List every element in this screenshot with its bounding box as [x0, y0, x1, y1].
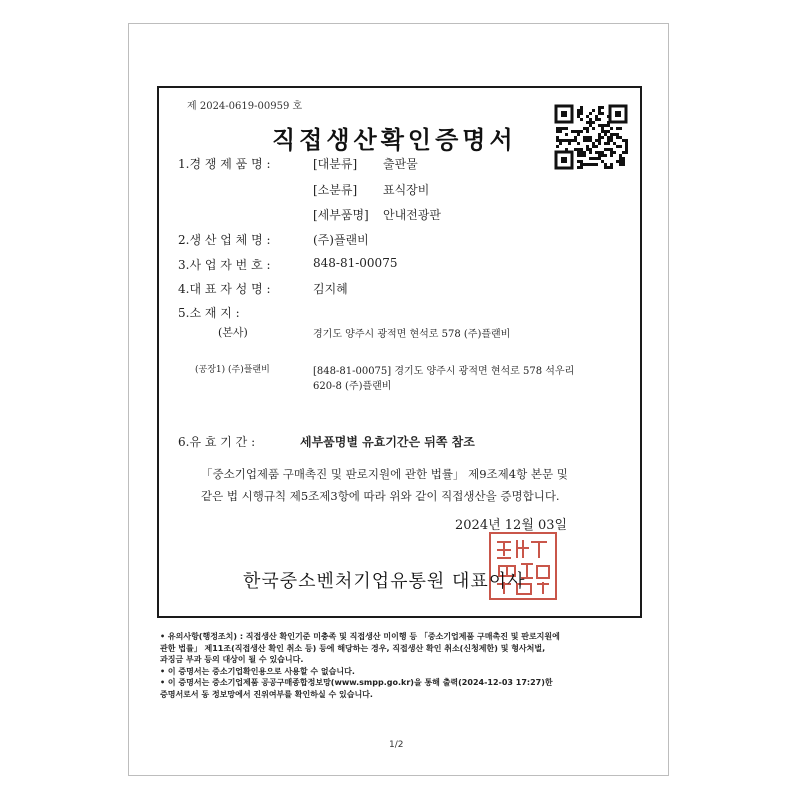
page-title: 직접생산확인증명서 — [272, 125, 517, 154]
note-line: 증명서로서 동 정보망에서 진위여부를 확인하실 수 있습니다. — [160, 689, 373, 699]
ceo-label: 4.대 표 자 성 명 : — [178, 282, 271, 296]
qr-code-icon — [554, 104, 628, 170]
note-line: • 이 증명서는 중소기업확인용으로 사용할 수 없습니다. — [160, 666, 355, 676]
category-detail-value: 안내전광판 — [383, 208, 441, 222]
product-label: 1.경 쟁 제 품 명 : — [178, 157, 271, 171]
ceo-value: 김지혜 — [313, 282, 348, 296]
note-line: • 유의사항(행정조치) : 직접생산 확인기준 미충족 및 직접생산 미이행 등 「중소기업제품 구매촉진 및 판로지원에 — [160, 632, 560, 641]
factory-value-line1: [848-81-00075] 경기도 양주시 광적면 현석로 578 석우리 — [313, 366, 575, 377]
issuer-name: 한국중소벤처기업유통원 대표이사 — [243, 571, 526, 592]
factory-label: (공장1) (주)플랜비 — [195, 365, 270, 375]
category-detail-label: [세부품명] — [313, 208, 369, 222]
category-major-label: [대분류] — [313, 157, 358, 171]
category-minor-label: [소분류] — [313, 183, 358, 197]
note-line: 관한 법률」 제11조(직접생산 확인 취소 등) 등에 해당하는 경우, 직접생산 확인 취소(신청제한) 및 형사처벌, — [160, 643, 546, 653]
legal-text-line2: 같은 법 시행규칙 제5조제3항에 따라 위와 같이 직접생산을 증명합니다. — [201, 489, 560, 503]
bizno-label: 3.사 업 자 번 호 : — [178, 258, 271, 272]
note-line: 과징금 부과 등의 대상이 될 수 있습니다. — [160, 655, 304, 664]
validity-value: 세부품명별 유효기간은 뒤쪽 참조 — [300, 435, 475, 449]
company-value: (주)플랜비 — [313, 233, 369, 247]
legal-text-line1: 「중소기업제품 구매촉진 및 판로지원에 관한 법률」 제9조제4항 본문 및 — [201, 467, 568, 481]
validity-label: 6.유 효 기 간 : — [178, 435, 256, 449]
category-major-value: 출판물 — [383, 157, 418, 171]
bizno-value: 848-81-00075 — [313, 256, 398, 270]
page-number: 1/2 — [389, 740, 404, 750]
notes-section — [160, 631, 660, 700]
address-label: 5.소 재 지 : — [178, 306, 240, 320]
company-label: 2.생 산 업 체 명 : — [178, 233, 271, 247]
hq-label: (본사) — [218, 326, 248, 339]
certificate-number: 제 2024-0619-00959 호 — [187, 101, 303, 112]
factory-value-line2: 620-8 (주)플랜비 — [313, 381, 392, 392]
issue-date: 2024년 12월 03일 — [455, 518, 568, 533]
hq-value: 경기도 양주시 광적면 현석로 578 (주)플랜비 — [313, 329, 511, 340]
note-line: • 이 증명서는 중소기업제품 공공구매종합정보망(www.smpp.go.kr)을 통해 출력(2024-12-03 17:27)한 — [160, 678, 553, 687]
category-minor-value: 표식장비 — [383, 183, 430, 197]
